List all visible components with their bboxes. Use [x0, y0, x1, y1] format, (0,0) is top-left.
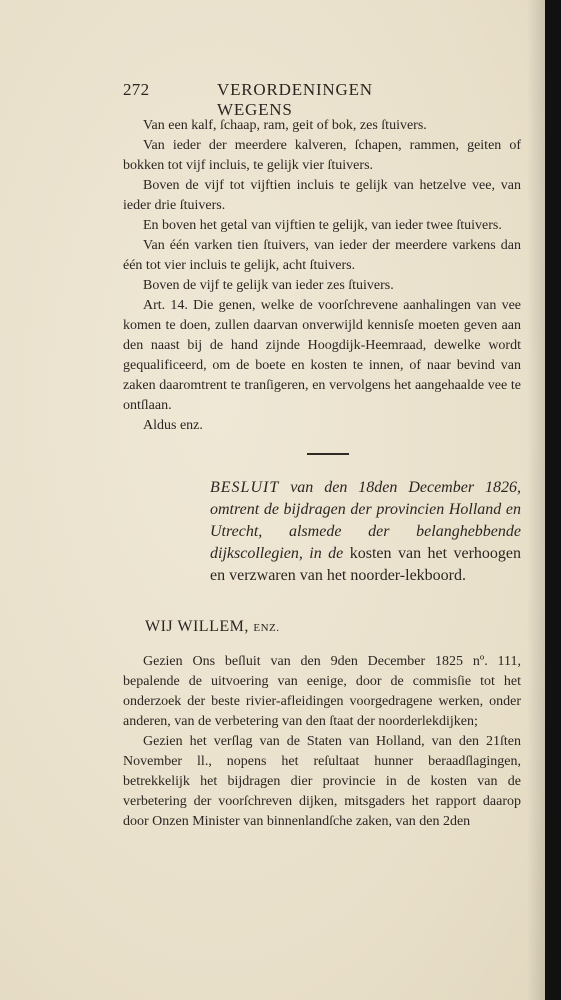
paragraph: Boven de vijf te gelijk van ieder zes ſtuivers. [143, 278, 394, 293]
paragraph: Boven de vijf tot vijftien incluis te gelijk van hetzelve vee, van ieder drie ſtuivers. [123, 178, 521, 213]
paragraph: En boven het getal van vijftien te gelijk, van ieder twee ſtuivers. [143, 218, 502, 233]
closing-line: Aldus enz. [143, 418, 203, 433]
page-number: 272 [123, 80, 150, 99]
scan-border [545, 0, 561, 1000]
running-header [123, 80, 433, 119]
paragraph: Van één varken tien ſtuivers, van ieder der meerdere varkens dan één tot vier incluis te gelijk, acht ſtuivers. [123, 238, 521, 273]
decree-text [123, 652, 521, 832]
page-edge-shadow [527, 0, 545, 1000]
wij-willem-heading [145, 618, 279, 636]
paragraph: Van een kalf, ſchaap, ram, geit of bok, zes ſtuivers. [143, 118, 427, 133]
paragraph: Gezien het verſlag van de Staten van Holland, van den 21ſten November ll., nopens het reſultaat hunner beraadſlagingen, betrekkelijk het bijdragen dier provincie in de kosten van de verbetering der voorſchreven dijken, mitsgaders het rapport daarop door Onzen Minister van binnenlandſche zaken, van den 2den [123, 734, 521, 829]
besluit-roman: kosten van het verhoogen en verzwaren van het noorder-lekboord. [210, 545, 522, 584]
running-title: VERORDENINGEN WEGENS [217, 80, 373, 119]
paragraph: Van ieder der meerdere kalveren, ſchapen, rammen, geiten of bokken tot vijf incluis, te gelijk vier ſtuivers. [123, 138, 521, 173]
section-divider [307, 453, 349, 455]
wij-enz: ENZ. [253, 622, 280, 634]
paragraph: Gezien Ons beſluit van den 9den December 1825 nº. 111, bepalende de uitvoering van eenige, door de commisſie tot het onderzoek der beste rivier-afleidingen voorgedragene werken, onder anderen, van de verbetering van den ſtaat der noorderlekdijken; [123, 654, 521, 729]
article-14-paragraph: Art. 14. Die genen, welke de voorſchrevene aanhalingen van vee komen te doen, zullen daarvan onverwijld kennisſe moeten geven aan den naast bij de hand zijnde Hoogdijk-Heemraad, dewelke wordt gequalificeerd, om de boete en kosten te innen, of naar bevind van zaken daaromtrent te tranſigeren, en vervolgens het aangehaalde vee te ontſlaan. [123, 298, 521, 413]
besluit-heading [210, 477, 521, 587]
wij-main: WIJ WILLEM, [145, 618, 249, 635]
besluit-lead: BESLUIT [210, 479, 280, 496]
besluit-italic: van den 18den December 1826, omtrent de bijdragen der provincien Holland en Utrecht, alsmede der belanghebbende dijkscollegien, in de [210, 479, 522, 562]
tariff-text [123, 116, 521, 436]
